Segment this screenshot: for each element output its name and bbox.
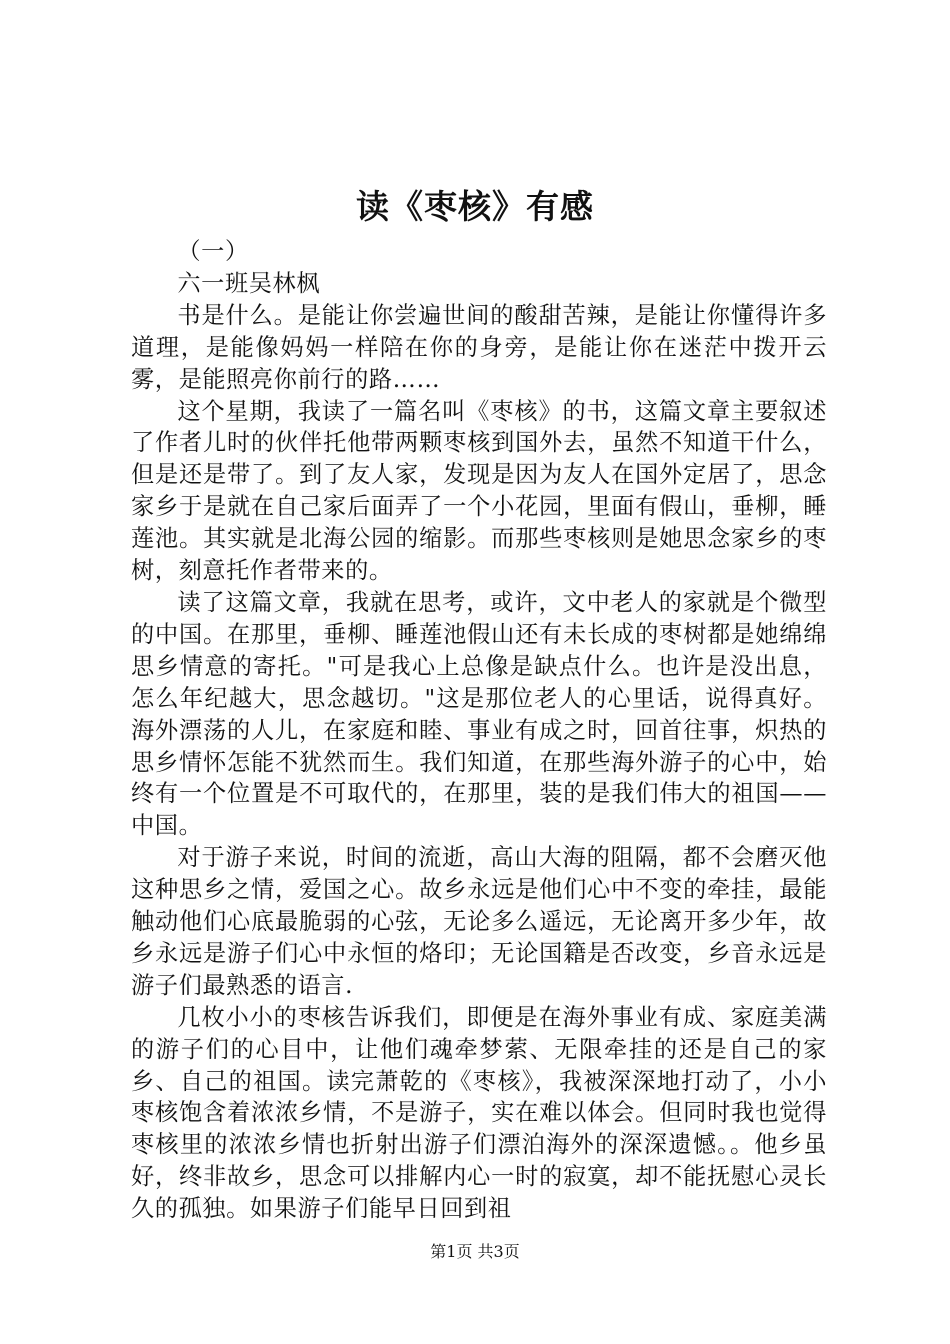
section-marker: （一）	[177, 238, 249, 265]
paragraph: 几枚小小的枣核告诉我们，即便是在海外事业有成、家庭美满的游子们的心目中，让他们魂牵梦萦、无限牵挂的还是自己的家乡、自己的祖国。读完萧乾的《枣核》，我被深深地打动了，小小枣核饱含着浓浓乡情，不是游子，实在难以体会。但同时我也觉得枣核里的浓浓乡情也折射出游子们漂泊海外的深深遗憾。。他乡虽好，终非故乡，思念可以排解内心一时的寂寞，却不能抚慰心灵长久的孤独。如果游子们能早日回到祖	[131, 1003, 827, 1223]
paragraph: 这个星期，我读了一篇名叫《枣核》的书，这篇文章主要叙述了作者儿时的伙伴托他带两颗枣核到国外去，虽然不知道干什么，但是还是带了。到了友人家，发现是因为友人在国外定居了，思念家乡于是就在自己家后面弄了一个小花园，里面有假山，垂柳，睡莲池。其实就是北海公园的缩影。而那些枣核则是她思念家乡的枣树，刻意托作者带来的。	[131, 397, 827, 585]
paragraph: 书是什么。是能让你尝遍世间的酸甜苦辣，是能让你懂得许多道理，是能像妈妈一样陪在你的身旁，是能让你在迷茫中拨开云雾，是能照亮你前行的路……	[131, 301, 827, 393]
page-footer: 第1页 共3页	[430, 1242, 520, 1261]
paragraph: 读了这篇文章，我就在思考，或许，文中老人的家就是个微型的中国。在那里，垂柳、睡莲池假山还有未长成的枣树都是她绵绵思乡情意的寄托。"可是我心上总像是缺点什么。也许是没出息，怎么年纪越大，思念越切。"这是那位老人的心里话，说得真好。海外漂荡的人儿，在家庭和睦、事业有成之时，回首往事，炽热的思乡情怀怎能不犹然而生。我们知道，在那些海外游子的心中，始终有一个位置是不可取代的，在那里，装的是我们伟大的祖国——中国。	[131, 588, 827, 840]
document-body	[131, 236, 827, 1225]
author-line: 六一班吴林枫	[177, 269, 321, 297]
paragraph: 对于游子来说，时间的流逝，高山大海的阻隔，都不会磨灭他这种思乡之情，爱国之心。故乡永远是他们心中不变的牵挂，最能触动他们心底最脆弱的心弦，无论多么遥远，无论离开多少年，故乡永远是游子们心中永恒的烙印；无论国籍是否改变，乡音永远是游子们最熟悉的语言.	[131, 844, 827, 999]
document-title: 读《枣核》有感	[356, 187, 594, 226]
